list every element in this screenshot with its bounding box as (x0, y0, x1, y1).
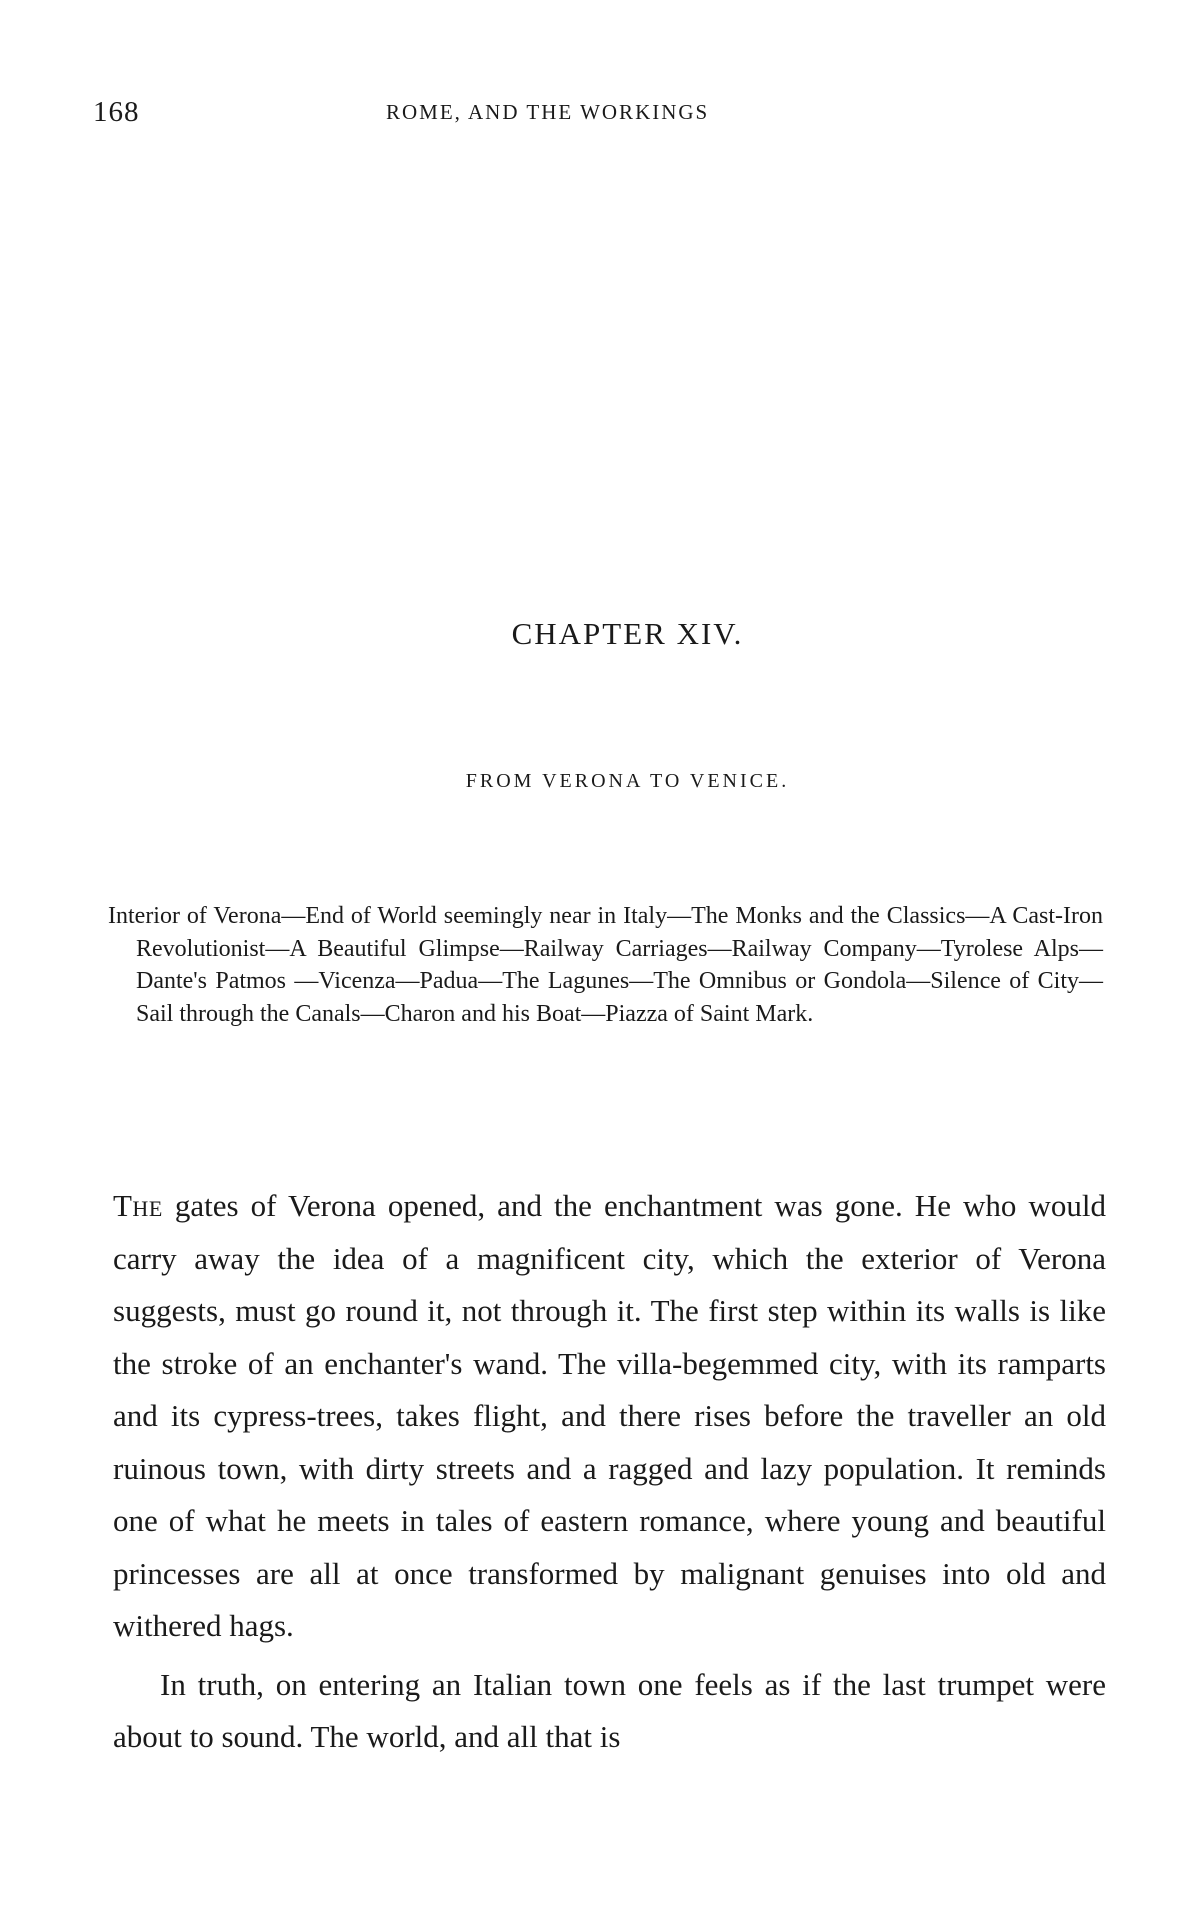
chapter-synopsis: Interior of Verona—End of World seemingly near in Italy—The Monks and the Classics—A Cast-Iron Revolutionist—A Beautiful Glimpse—Railway Carriages—Railway Company—Tyrolese Alps—Dante's Patmos —Vicenza—Padua—The Lagunes—The Omnibus or Gondola—Silence of City—Sail through the Canals—Charon and his Boat—Piazza of Saint Mark. (108, 903, 1103, 1027)
paragraph-text: gates of Verona opened, and the enchantment was gone. He who would carry away the idea of a magnificent city, which the exterior of Verona suggests, must go round it, not through it. The first step within its walls is like the stroke of an enchanter's wand. The villa-begemmed city, with its ramparts and its cypress-trees, takes flight, and there rises before the traveller an old ruinous town, with dirty streets and a ragged and lazy population. It reminds one of what he meets in tales of eastern romance, where young and beautiful princesses are all at once transformed by malignant genuises into old and withered hags. (113, 1188, 1106, 1643)
chapter-title: CHAPTER XIV. (511, 616, 744, 651)
page-number: 168 (93, 96, 140, 128)
body-text (113, 1180, 1106, 1764)
paragraph (113, 1180, 1106, 1653)
running-title: ROME, AND THE WORKINGS (386, 100, 710, 124)
paragraph: In truth, on entering an Italian town one feels as if the last trumpet were about to sound. The world, and all that is (113, 1666, 1106, 1754)
paragraph-lead-word: The (113, 1188, 163, 1223)
chapter-subtitle: FROM VERONA TO VENICE. (465, 770, 790, 792)
running-head (93, 96, 1103, 130)
